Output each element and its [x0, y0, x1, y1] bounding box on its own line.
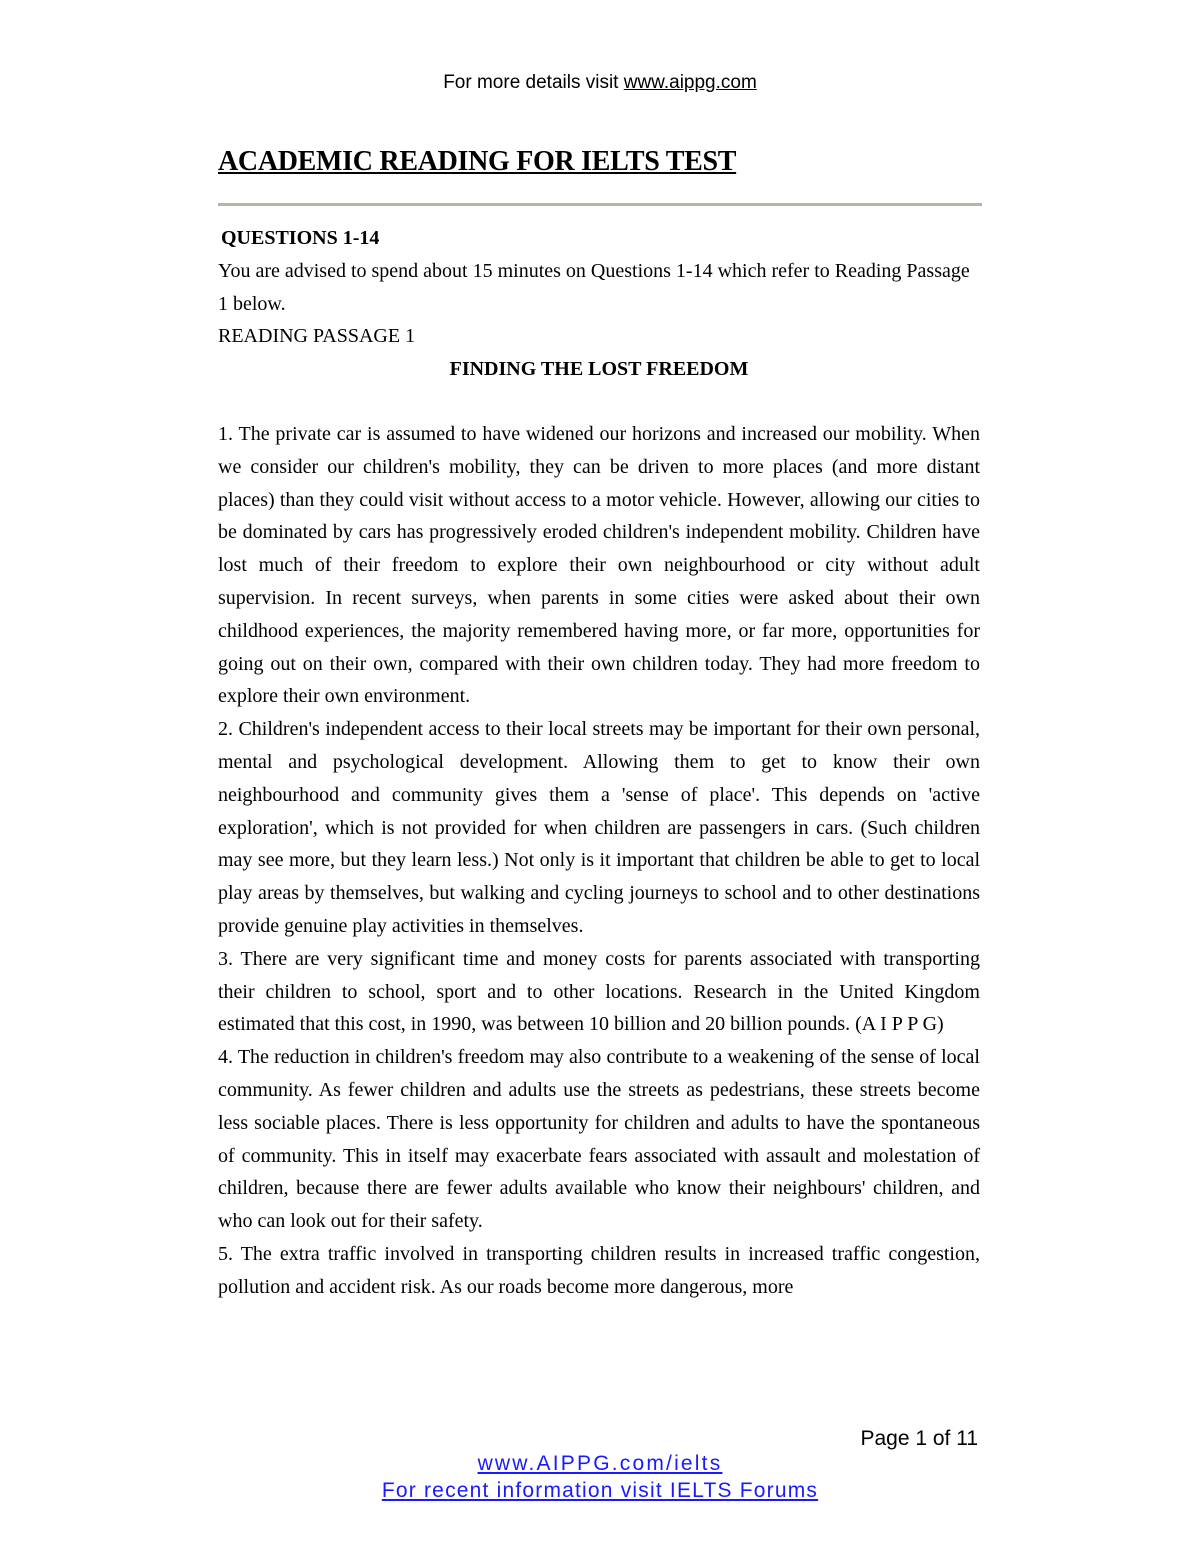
footer-forums-link[interactable]: For recent information visit IELTS Forums [381, 1479, 819, 1502]
passage-label: READING PASSAGE 1 [218, 325, 416, 348]
main-content [218, 222, 980, 1304]
page-header [0, 72, 1200, 94]
document-title: ACADEMIC READING FOR IELTS TEST [218, 146, 737, 177]
passage-title: FINDING THE LOST FREEDOM [449, 358, 749, 381]
footer-ielts-link[interactable]: www.AIPPG.com/ielts [477, 1452, 723, 1475]
header-prefix: For more details visit [443, 72, 624, 93]
header-link[interactable]: www.aippg.com [623, 72, 757, 93]
instructions-text: You are advised to spend about 15 minutes on Questions 1-14 which refer to Reading Passage 1 below. [218, 259, 970, 315]
paragraph-3: 3. There are very significant time and money costs for parents associated with transporting their children to school, sport and to other locations. Research in the United Kingdom estimated that this cost, in 1990, was between 10 billion and 20 billion pounds. (A I P P G) [218, 947, 980, 1036]
paragraph-5: 5. The extra traffic involved in transporting children results in increased traffic congestion, pollution and accident risk. As our roads become more dangerous, more [218, 1242, 980, 1298]
paragraph-4: 4. The reduction in children's freedom may also contribute to a weakening of the sense of local community. As fewer children and adults use the streets as pedestrians, these streets become less sociable places. There is less opportunity for children and adults to have the spontaneous of community. This in itself may exacerbate fears associated with assault and molestation of children, because there are fewer adults available who know their neighbours' children, and who can look out for their safety. [218, 1046, 980, 1233]
paragraph-1: 1. The private car is assumed to have widened our horizons and increased our mobility. When we consider our children's mobility, they can be driven to more places (and more distant places) than they could visit without access to a motor vehicle. However, allowing our cities to be dominated by cars has progressively eroded children's independent mobility. Children have lost much of their freedom to explore their own neighbourhood or city without adult supervision. In recent surveys, when parents in some cities were asked about their own childhood experiences, the majority remembered having more, or far more, opportunities for going out on their own, compared with their own children today. They had more freedom to explore their own environment. [218, 422, 980, 708]
page-number: Page 1 of 11 [860, 1427, 978, 1450]
title-divider [218, 203, 982, 206]
paragraph-2: 2. Children's independent access to their local streets may be important for their own personal, mental and psychological development. Allowing them to get to know their own neighbourhood and community gives them a 'sense of place'. This depends on 'active exploration', which is not provided for when children are passengers in cars. (Such children may see more, but they learn less.) Not only is it important that children be able to get to local play areas by themselves, but walking and cycling journeys to school and to other destinations provide genuine play activities in themselves. [218, 718, 980, 937]
questions-heading: QUESTIONS 1-14 [221, 227, 380, 249]
